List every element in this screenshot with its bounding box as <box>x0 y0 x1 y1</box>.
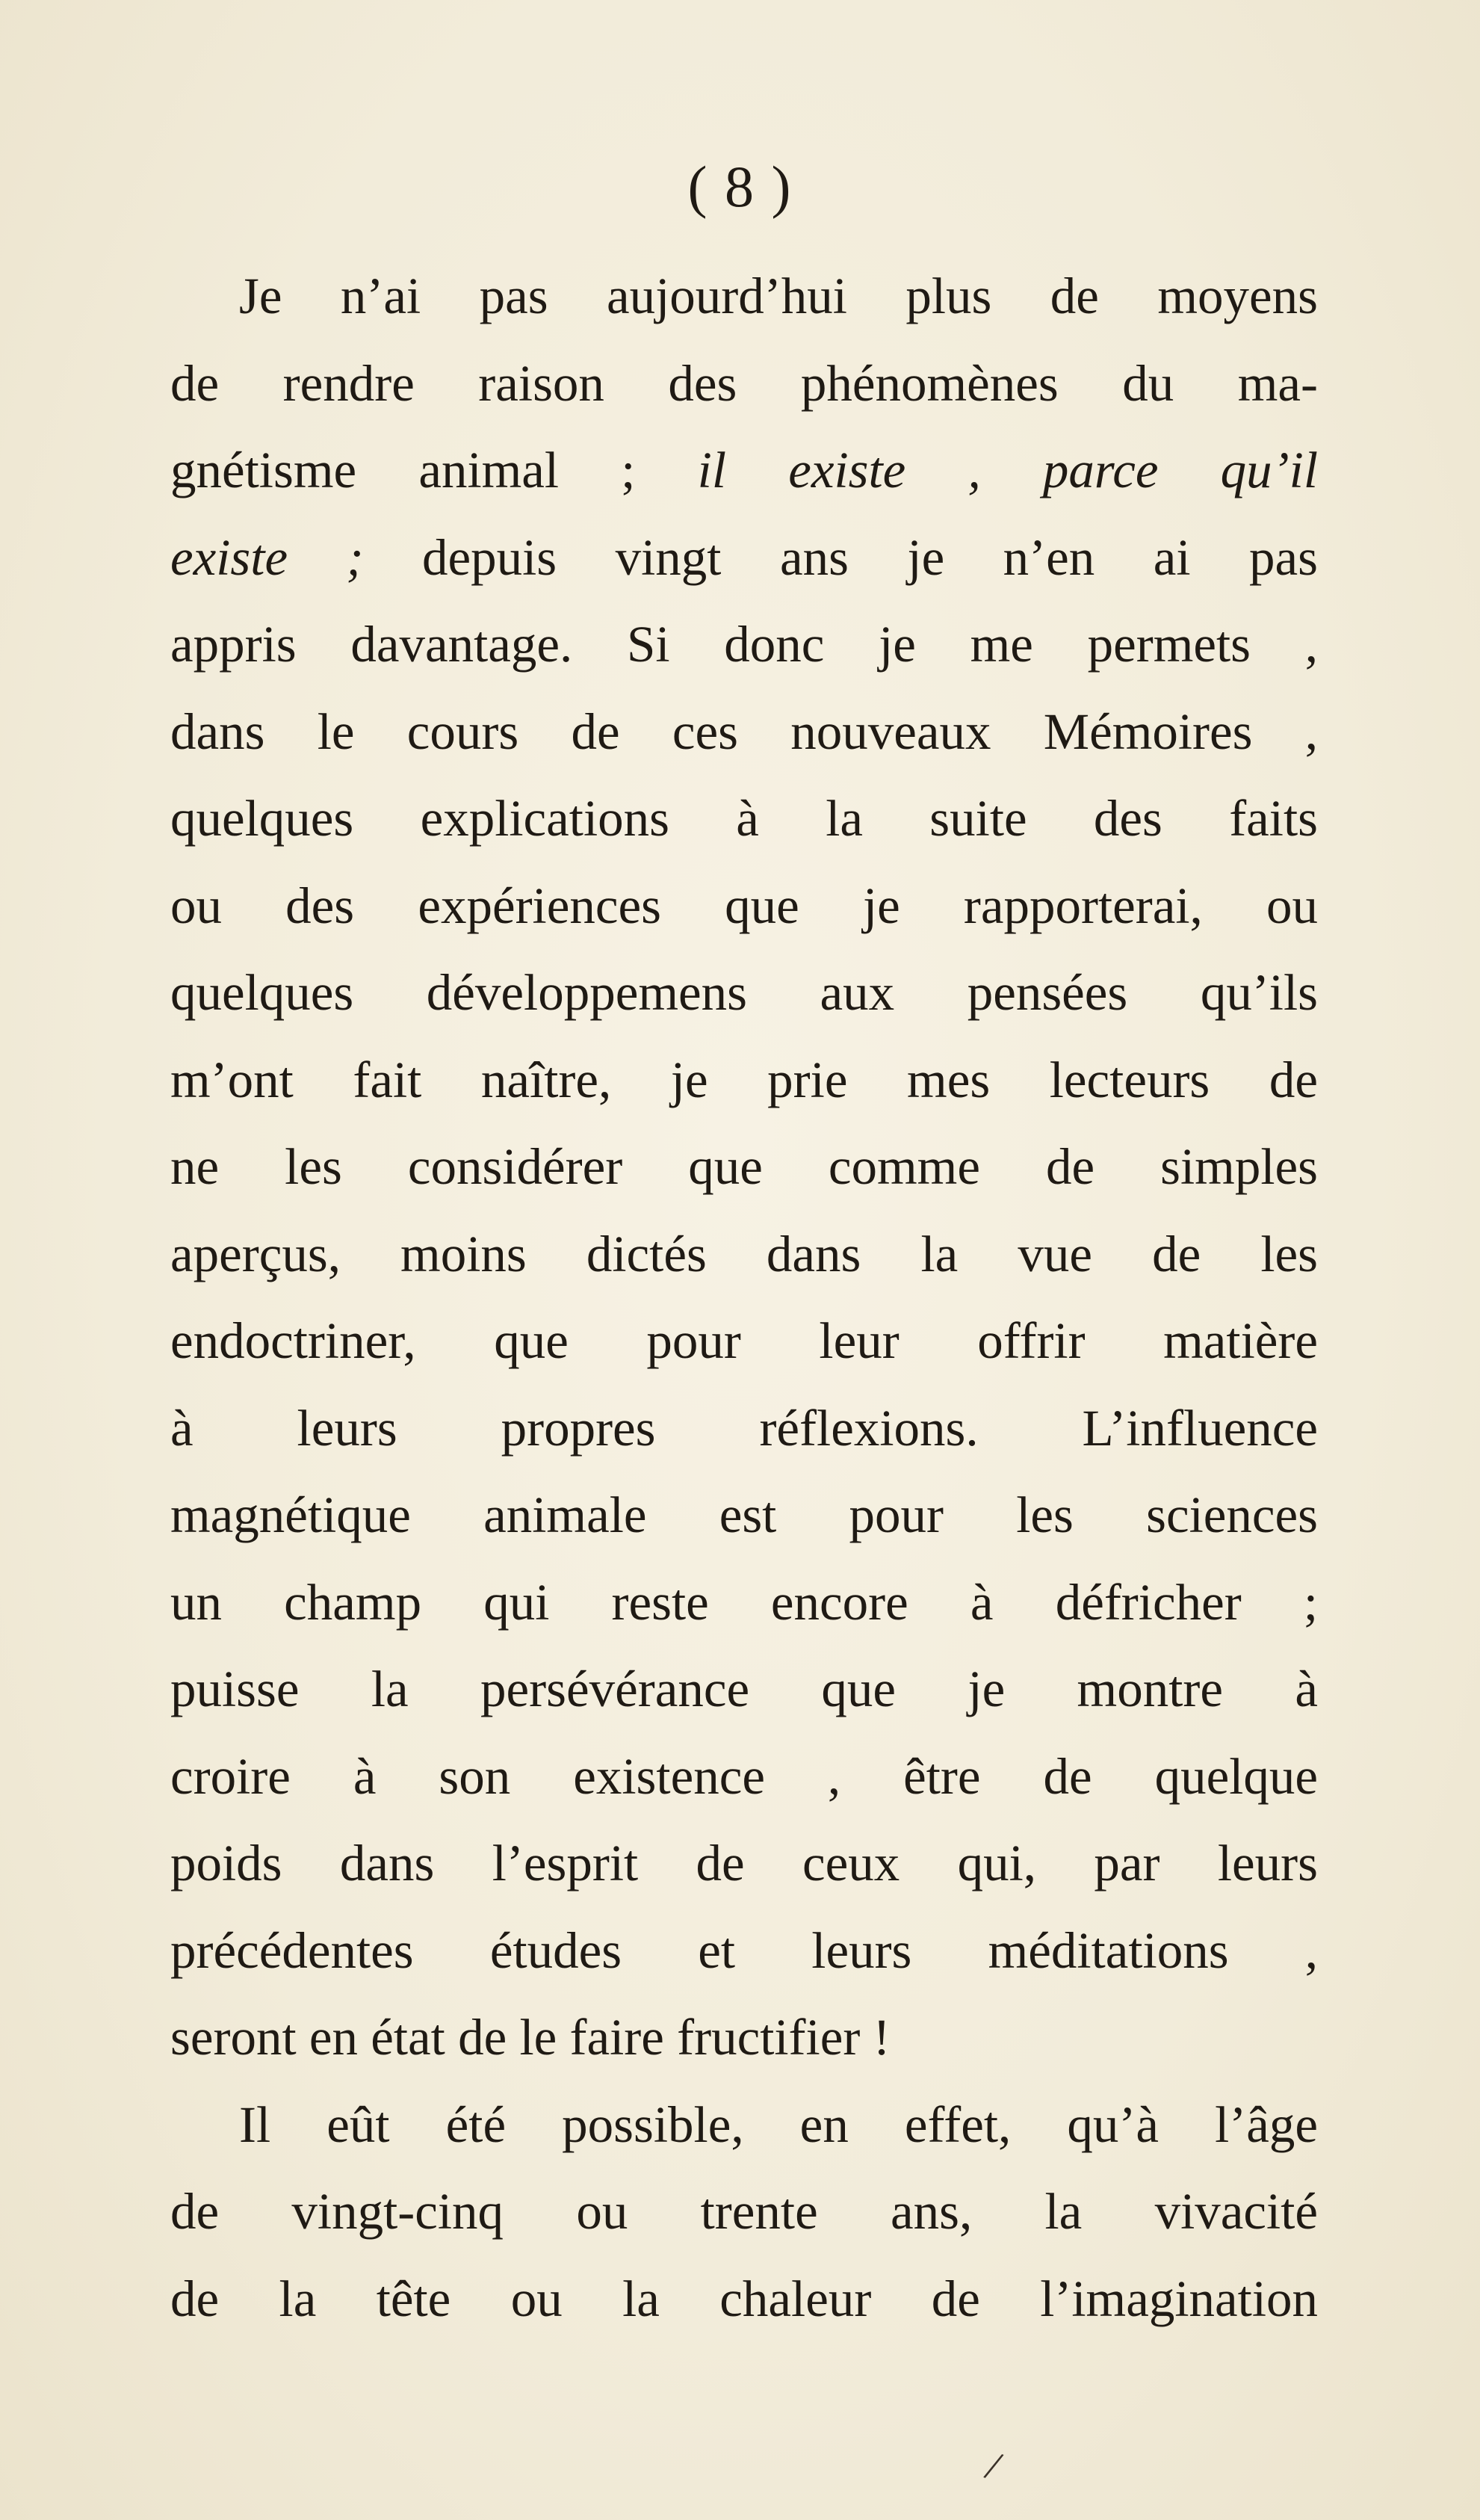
paragraph <box>170 253 1318 2081</box>
text-line: existe ; depuis vingt ans je n’en ai pas <box>170 528 1319 586</box>
text-line: endoctriner, que pour leur offrir matière <box>170 1312 1318 1369</box>
text-line: magnétique animale est pour les sciences <box>170 1486 1318 1543</box>
text-line: puisse la persévérance que je montre à <box>170 1661 1318 1717</box>
text-line: aperçus, moins dictés dans la vue de les <box>170 1225 1318 1282</box>
text-line: Il eût été possible, en effet, qu’à l’âge <box>239 2096 1318 2153</box>
text-line: seront en état de le faire fructifier ! <box>170 2009 891 2066</box>
text-line: gnétisme animal ; il existe , parce qu’il <box>170 442 1318 498</box>
text-line: appris davantage. Si donc je me permets , <box>170 616 1318 673</box>
text-line: de rendre raison des phénomènes du ma- <box>170 354 1318 412</box>
text-line: quelques développemens aux pensées qu’ils <box>170 964 1318 1021</box>
text-line: à leurs propres réflexions. L’influence <box>170 1399 1318 1457</box>
text-line: croire à son existence , être de quelque <box>170 1747 1318 1805</box>
text-line: ne les considérer que comme de simples <box>170 1138 1318 1195</box>
text-line: de vingt-cinq ou trente ans, la vivacité <box>170 2183 1318 2240</box>
page-number: ( 8 ) <box>687 154 793 219</box>
paragraph <box>170 2081 1318 2343</box>
text-line: précédentes études et leurs méditations , <box>170 1921 1318 1979</box>
text-line: Je n’ai pas aujourd’hui plus de moyens <box>239 268 1318 324</box>
text-line: de la tête ou la chaleur de l’imagination <box>170 2270 1318 2327</box>
text-line: m’ont fait naître, je prie mes lecteurs de <box>170 1051 1318 1108</box>
text-line: un champ qui reste encore à défricher ; <box>170 1573 1318 1631</box>
text-line: ou des expériences que je rapporterai, ou <box>170 877 1318 934</box>
footer-mark: / <box>979 2442 1007 2490</box>
text-line: poids dans l’esprit de ceux qui, par leurs <box>170 1835 1318 1891</box>
text-line: dans le cours de ces nouveaux Mémoires , <box>170 702 1318 760</box>
text-line: quelques explications à la suite des faits <box>170 790 1318 847</box>
body-text <box>170 253 1318 2342</box>
